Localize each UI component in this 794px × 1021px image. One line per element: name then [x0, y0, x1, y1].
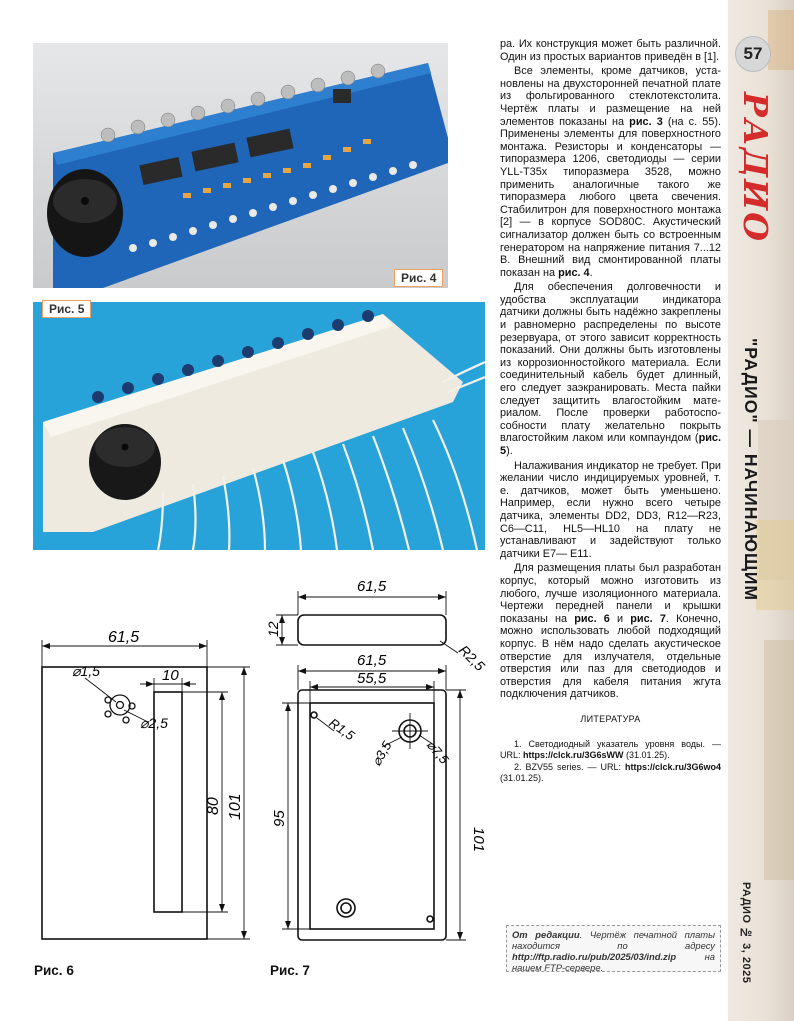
paragraph-5: [500, 562, 721, 701]
coated-board-illustration: [33, 302, 485, 550]
figure-7-caption: Рис. 7: [270, 963, 310, 978]
paragraph-2: [500, 65, 721, 279]
text-span: 1. Светодиодный указатель уровня воды. — URL:: [500, 739, 721, 761]
text-span: на нашем FTP-сервере.: [512, 951, 715, 973]
figure-ref: рис. 4: [558, 266, 590, 279]
figure-ref: рис. 6: [574, 612, 610, 625]
literature-item-2: [500, 762, 721, 784]
editor-note-link[interactable]: http://ftp.radio.ru/pub/2025/03/ind.zip: [512, 951, 677, 962]
editor-note-lead: От редакции: [512, 929, 580, 940]
dim-inner-width: 55,5: [357, 670, 387, 687]
paragraph-4: Налаживания индикатор не требует. При желании число индицируемых уровней, т. е. датчиков, может быть уменьшено. Например, если нужно всего четыре датчика, элементы DD2, DD3, R12—R23, C6—C11, HL5—HL10 на плату не устанавливают и задействуют только датчики E7— E11.: [500, 459, 721, 560]
text-span: Для размещения платы был разработан корпус, который можно изготовить из любого, лучше изоляционного материала. Чертежи передней панели и крышки показаны на: [500, 562, 721, 625]
dim-outer-width: 61,5: [357, 652, 387, 669]
photo-assembled-board: [33, 43, 448, 288]
dim-width: 61,5: [108, 629, 140, 646]
front-panel-drawing: [20, 610, 255, 955]
dim-outer-height: 101: [470, 827, 487, 853]
text-span: 2. BZV55 series. — URL:: [514, 762, 625, 773]
magazine-logo: РАДИО: [736, 92, 775, 243]
dim-hole-large: ⌀2,5: [140, 715, 168, 731]
figure-ref: рис. 3: [629, 115, 663, 128]
photo-coated-board: [33, 302, 485, 550]
dim-top-radius: R2,5: [455, 641, 489, 675]
section-title: "РАДИО" — НАЧИНАЮЩИМ: [741, 338, 761, 602]
figure-6-caption: Рис. 6: [34, 963, 74, 978]
figure-ref: рис. 5: [500, 432, 721, 457]
text-span: и: [609, 612, 631, 625]
editor-note: [506, 925, 721, 972]
text-span: ).: [506, 445, 513, 457]
text-span: Все элементы, кроме датчиков, установлены на двухсторонней печатной плате из фольгированного стеклотекстолита. Чертёж платы и размещение на ней элементов показаны на: [500, 65, 721, 128]
text-span: . Конечно, можно использовать любой подходящий корпус. В нём надо сделать акустическое отверстие для излучателя, отдельные отверстия или паз для светодиодов и отверстия для кабеля питания жгута подключения датчиков.: [500, 612, 721, 701]
literature-link[interactable]: https://clck.ru/3G6sWW: [523, 750, 624, 761]
text-span: (31.01.25).: [623, 750, 670, 761]
dim-slot-width: 10: [162, 667, 179, 684]
literature-title: ЛИТЕРАТУРА: [580, 713, 641, 724]
article-text-column: [500, 38, 721, 785]
paragraph-1: ра. Их конструкция может быть различной. Один из простых вариантов приведён в [1].: [500, 38, 721, 63]
dim-hole-a: ⌀3,5: [368, 738, 395, 769]
text-span: (на с. 55). Применены элементы для поверхностного монтажа. Резисторы и конденсаторы — типоразмера 1206, светодиоды — серии YLL-T35x типоразмера 3528, можно применить аналогичные такого же типоразмера любого цвета свечения. Стабилитрон для поверхностного монтажа [2] — в корпусе SOD80C. Акустический сигнализатор должен быть со встроенным генератором на напряжение питания 7...12 В. Внешний вид смонтированной платы показан на: [500, 115, 722, 279]
dim-inner-height: 95: [271, 810, 288, 827]
text-span: Для обеспечения долговечности и удобства эксплуатации индикатора датчики должны быть надёжно закреплены и равномерно распределены по высоте резервуара, от этого зависит корректность показаний. Они должны быть изготовлены из коррозионностойкого материала. Если соединительный кабель будет длинный, его следует заэкранировать. Места пайки следует защитить влагостойким материалом. После проверки работоспособности плату желательно покрыть влагостойким лаком или компаундом (: [500, 281, 721, 445]
dim-radius: R1,5: [326, 715, 358, 744]
issue-label: РАДИО № 3, 2025: [740, 882, 752, 984]
paragraph-3: [500, 281, 721, 457]
dim-hole-small: ⌀1,5: [72, 663, 100, 679]
text-span: (31.01.25).: [500, 773, 544, 784]
figure-ref: рис. 7: [630, 612, 666, 625]
literature-link[interactable]: https://clck.ru/3G6wo4: [624, 762, 721, 773]
text-span: . Чертёж печатной платы находится по адресу: [512, 929, 715, 951]
dim-hole-b: ⌀7,5: [423, 737, 452, 767]
dim-slot-height: 80: [205, 797, 222, 815]
figure-4-label: Рис. 4: [394, 269, 443, 287]
dim-top-width: 61,5: [357, 578, 387, 595]
cover-drawing: [262, 575, 492, 955]
text-span: .: [589, 266, 593, 279]
figure-5-label: Рис. 5: [42, 300, 91, 318]
page-number: 57: [735, 36, 771, 72]
dim-height: 101: [227, 793, 244, 820]
dim-top-height: 12: [265, 621, 281, 637]
pcb-photo-illustration: [33, 43, 448, 288]
literature-item-1: [500, 739, 721, 761]
